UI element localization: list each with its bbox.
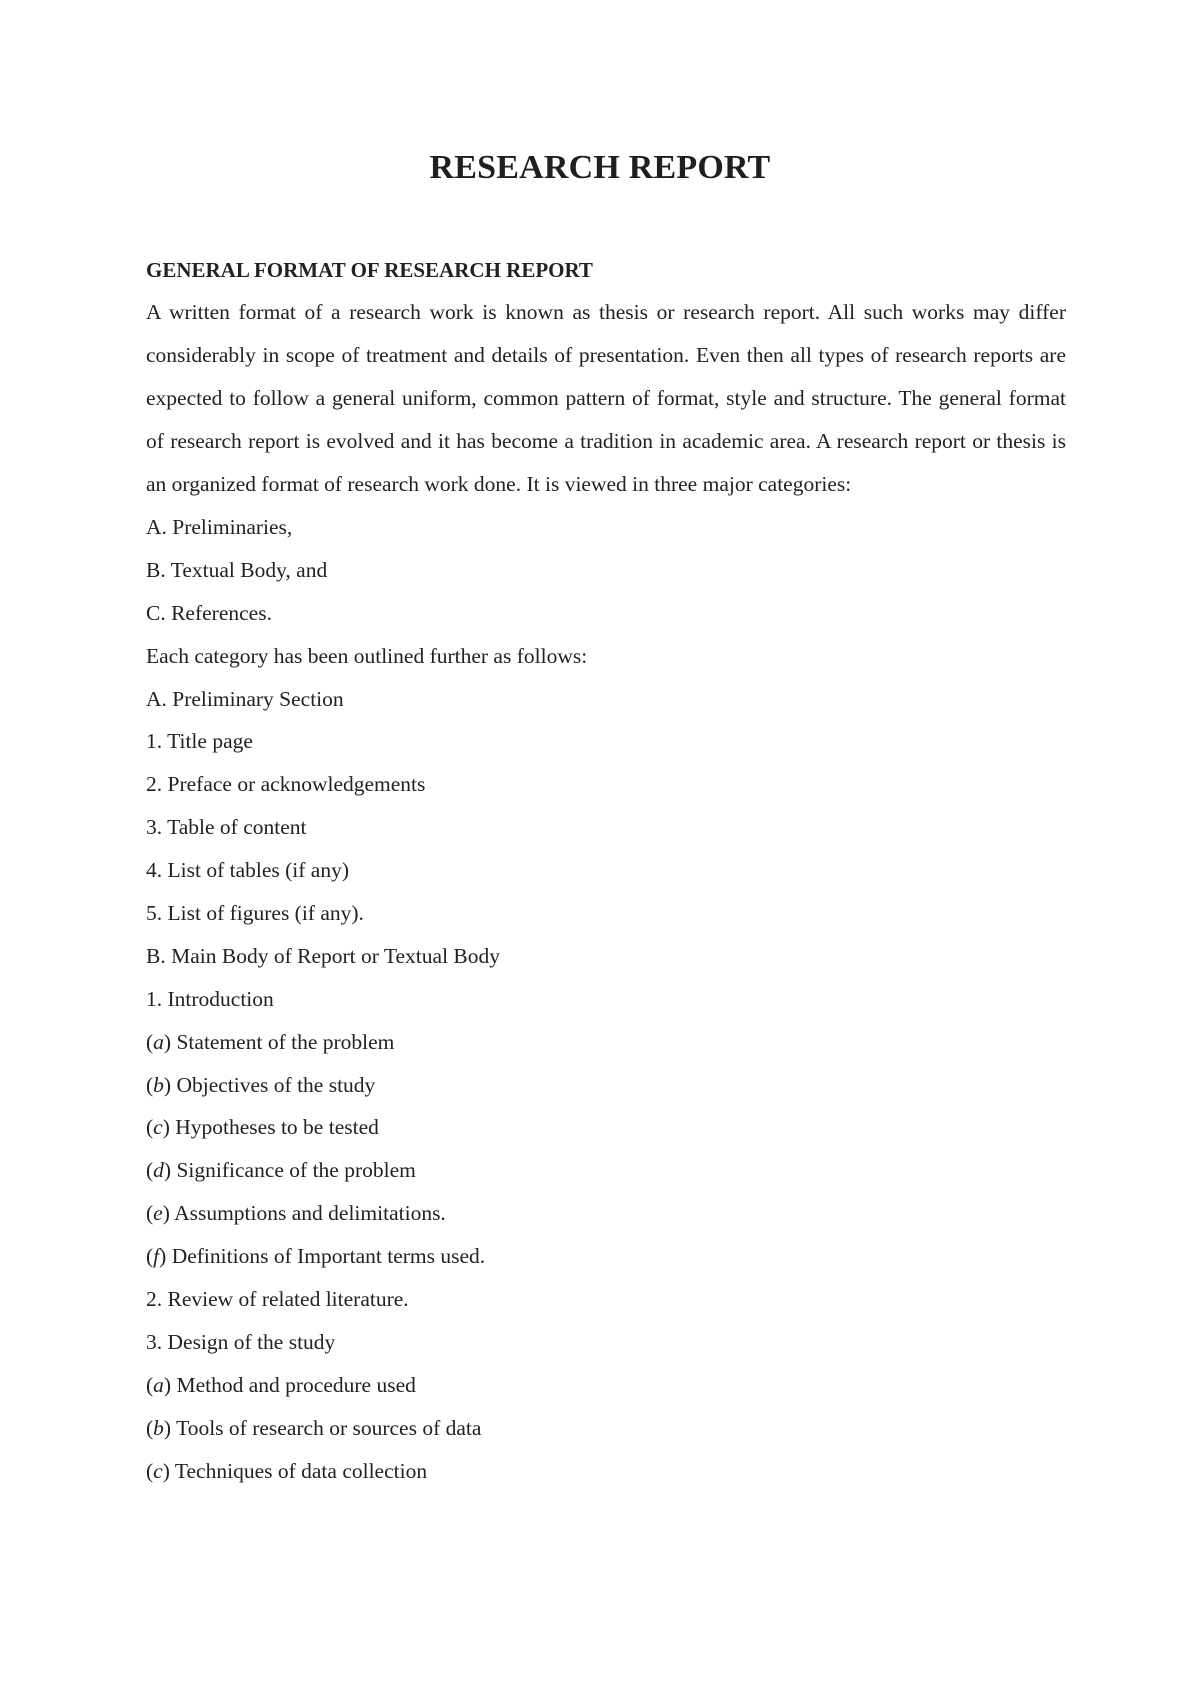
preliminary-item: 4. List of tables (if any) <box>146 858 350 883</box>
category-item: A. Preliminaries, <box>146 515 293 539</box>
subitem-text: Definitions of Important terms used. <box>171 1244 486 1269</box>
subitem-label: d <box>153 1158 164 1183</box>
design-subitem: (b) Tools of research or sources of data <box>146 1415 482 1440</box>
intro-paragraph: A written format of a research work is known as thesis or research report. All such works may differ considerably in scope of treatment and details of presentation. Even then all types of research reports are expected to follow a general uniform, common pattern of format, style and structure. The general format of research report is evolved and it has become a tradition in academic area. A research report or thesis is an organized format of research work done. It is viewed in three major categories: <box>146 300 1066 496</box>
document-title: RESEARCH REPORT <box>429 149 771 186</box>
preliminary-item: 2. Preface or acknowledgements <box>146 772 426 797</box>
introduction-item: 1. Introduction <box>146 986 274 1011</box>
intro-subitem: (c) Hypotheses to be tested <box>146 1115 379 1140</box>
subitem-text: Assumptions and delimitations. <box>174 1201 446 1226</box>
category-item: B. Textual Body, and <box>146 557 328 582</box>
subitem-label: b <box>153 1415 164 1440</box>
intro-subitem: (a) Statement of the problem <box>146 1029 395 1054</box>
intro-subitem: (b) Objectives of the study <box>146 1072 376 1097</box>
subitem-label: a <box>153 1372 164 1397</box>
design-subitem: (c) Techniques of data collection <box>146 1458 428 1483</box>
section-heading: GENERAL FORMAT OF RESEARCH REPORT <box>146 258 593 282</box>
subitem-text: Hypotheses to be tested <box>175 1115 379 1140</box>
intro-subitem: (f) Definitions of Important terms used. <box>146 1244 486 1269</box>
subitem-label: c <box>153 1458 163 1483</box>
category-item: C. References. <box>146 600 272 625</box>
subitem-text: Techniques of data collection <box>174 1458 428 1483</box>
intro-subitem: (e) Assumptions and delimitations. <box>146 1201 446 1226</box>
document-body <box>146 249 1066 1492</box>
subitem-label: f <box>153 1244 160 1269</box>
preliminary-item: 1. Title page <box>146 729 253 754</box>
main-body-heading: B. Main Body of Report or Textual Body <box>146 943 501 968</box>
design-item: 3. Design of the study <box>146 1329 336 1354</box>
subitem-text: Tools of research or sources of data <box>176 1415 482 1440</box>
subitem-text: Significance of the problem <box>176 1158 416 1183</box>
intro-subitem: (d) Significance of the problem <box>146 1158 416 1183</box>
design-subitem: (a) Method and procedure used <box>146 1372 416 1397</box>
preliminary-heading: A. Preliminary Section <box>146 686 344 711</box>
preliminary-item: 3. Table of content <box>146 815 307 840</box>
subitem-label: b <box>153 1072 164 1097</box>
subitem-label: c <box>153 1115 163 1140</box>
subitem-label: e <box>153 1201 163 1226</box>
outline-intro: Each category has been outlined further as follows: <box>146 643 588 668</box>
subitem-text: Statement of the problem <box>176 1029 395 1054</box>
review-item: 2. Review of related literature. <box>146 1287 409 1312</box>
subitem-label: a <box>153 1029 164 1054</box>
preliminary-item: 5. List of figures (if any). <box>146 901 364 926</box>
subitem-text: Objectives of the study <box>176 1072 376 1097</box>
subitem-text: Method and procedure used <box>176 1372 416 1397</box>
